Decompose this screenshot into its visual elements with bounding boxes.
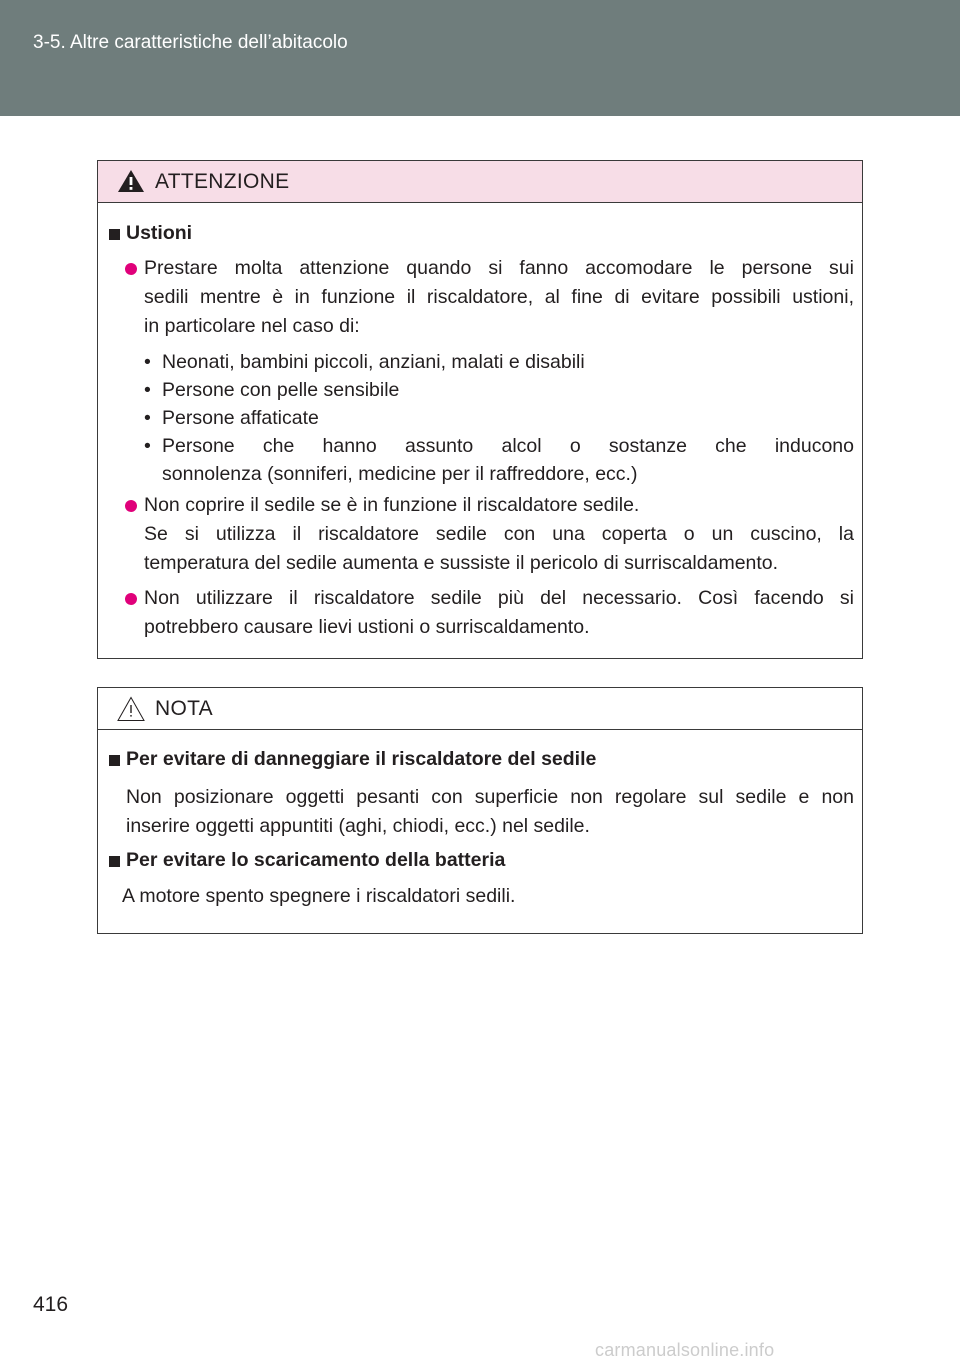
note-section2-title: Per evitare lo scaricamento della batteria xyxy=(126,849,506,871)
bullet-dot-icon xyxy=(125,593,137,605)
page-header-bar xyxy=(0,0,960,116)
warning-item1-line2: sedili mentre è in funzione il riscaldatore, al fine di evitare possibili ustioni, xyxy=(144,286,854,308)
warning-item2-line2: Se si utilizza il riscaldatore sedile con una coperta o un cuscino, la xyxy=(144,523,854,545)
note-box xyxy=(97,687,863,934)
section-title: 3-5. Altre caratteristiche dell’abitacolo xyxy=(33,32,348,53)
square-bullet-icon xyxy=(109,856,120,867)
note-section2-text: A motore spento spegnere i riscaldatori sedili. xyxy=(122,885,516,907)
square-bullet-icon xyxy=(109,229,120,240)
warning-box xyxy=(97,160,863,659)
sub-bullet-icon: • xyxy=(144,379,151,401)
note-section1-line2: inserire oggetti appuntiti (aghi, chiodi, ecc.) nel sedile. xyxy=(126,815,590,837)
warning-subitem-2: Persone con pelle sensibile xyxy=(162,379,400,401)
warning-item1-line1: Prestare molta attenzione quando si fanno accomodare le persone sui xyxy=(144,257,854,279)
sub-bullet-icon: • xyxy=(144,351,151,373)
warning-item3-line1: Non utilizzare il riscaldatore sedile più del necessario. Così facendo si xyxy=(144,587,854,609)
note-section1-title: Per evitare di danneggiare il riscaldatore del sedile xyxy=(126,748,597,770)
warning-subitem-3: Persone affaticate xyxy=(162,407,319,429)
note-section1-line1: Non posizionare oggetti pesanti con superficie non regolare sul sedile e non xyxy=(126,786,854,808)
warning-subitem-4-cont: sonnolenza (sonniferi, medicine per il raffreddore, ecc.) xyxy=(162,463,638,485)
warning-item2-line1: Non coprire il sedile se è in funzione il riscaldatore sedile. xyxy=(144,494,640,516)
watermark: carmanualsonline.info xyxy=(595,1340,775,1360)
warning-section-title: Ustioni xyxy=(126,222,193,244)
sub-bullet-icon: • xyxy=(144,435,151,457)
note-header xyxy=(98,688,862,730)
warning-triangle-icon xyxy=(117,169,145,193)
square-bullet-icon xyxy=(109,755,120,766)
caution-triangle-icon xyxy=(117,696,145,722)
sub-bullet-icon: • xyxy=(144,407,151,429)
warning-header xyxy=(98,161,862,203)
warning-subitem-1: Neonati, bambini piccoli, anziani, malati e disabili xyxy=(162,351,585,373)
warning-item2-line3: temperatura del sedile aumenta e sussiste il pericolo di surriscaldamento. xyxy=(144,552,779,574)
page-number: 416 xyxy=(33,1293,69,1316)
warning-item3-line2: potrebbero causare lievi ustioni o surriscaldamento. xyxy=(144,616,590,638)
bullet-dot-icon xyxy=(125,263,137,275)
bullet-dot-icon xyxy=(125,500,137,512)
warning-item1-line3: in particolare nel caso di: xyxy=(144,315,360,337)
note-title: NOTA xyxy=(155,697,213,720)
warning-subitem-4: Persone che hanno assunto alcol o sostanze che inducono xyxy=(162,435,854,457)
warning-title: ATTENZIONE xyxy=(155,170,290,193)
